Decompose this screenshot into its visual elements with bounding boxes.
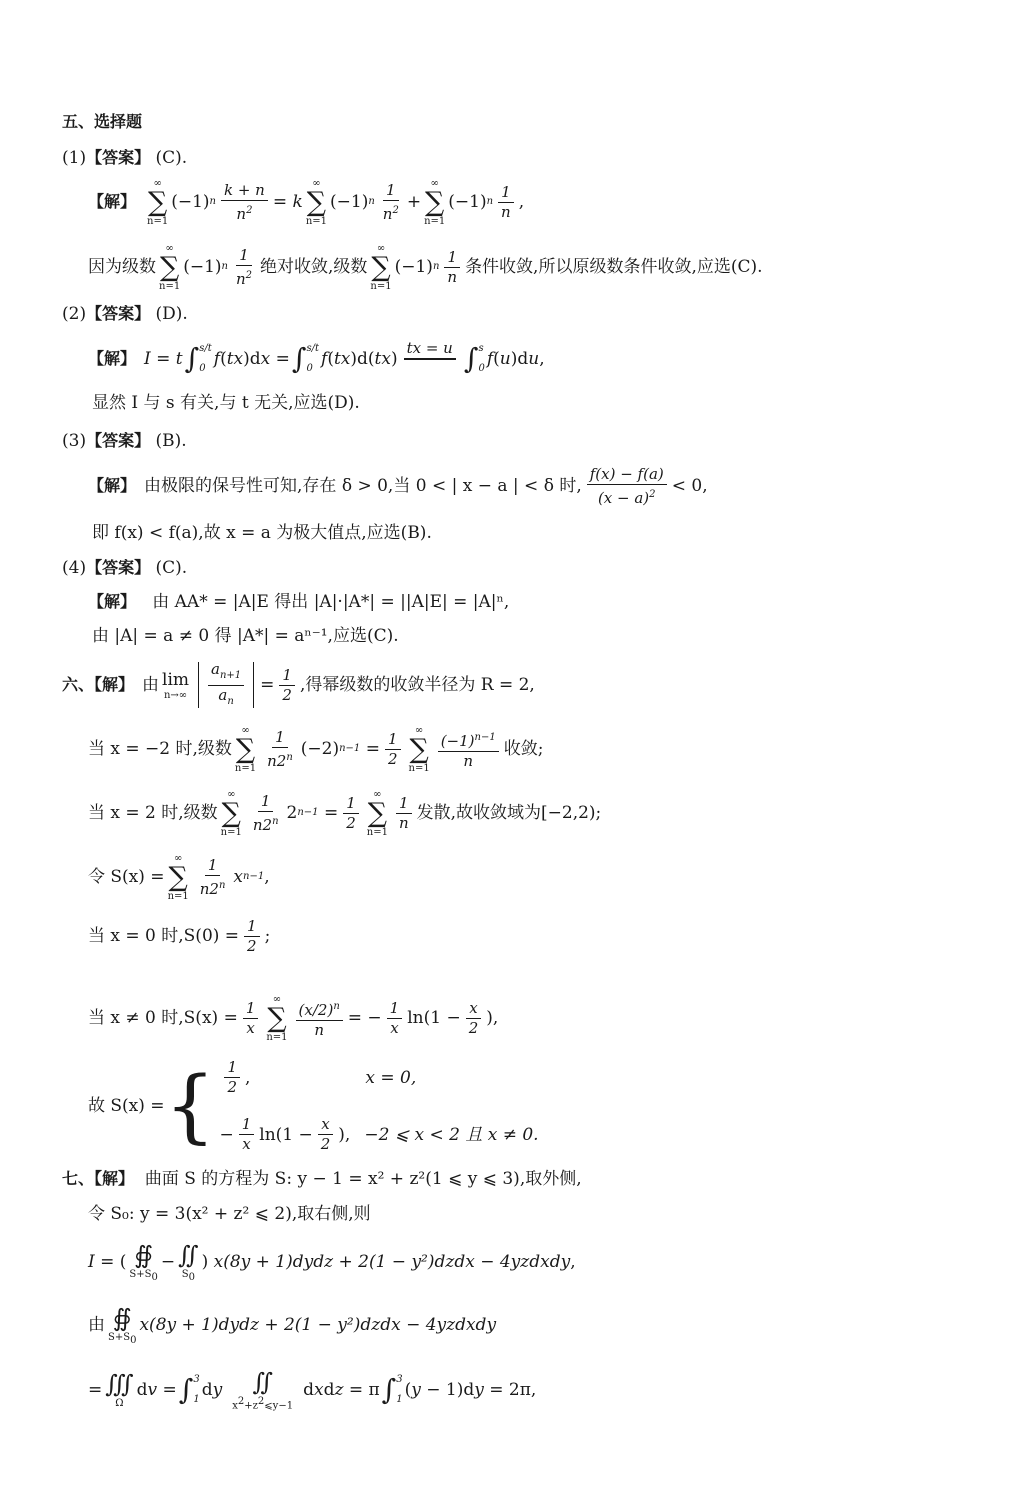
sec6-text-2b: 收敛; — [503, 739, 544, 759]
q3-answer: (B). — [155, 431, 187, 451]
sec7-text-4a: 由 — [88, 1315, 105, 1335]
q3-number: (3) — [62, 431, 87, 451]
q4-text-1: 由 AA* = |A|E 得出 |A|·|A*| = ||A|E| = |A|ⁿ, — [152, 592, 510, 612]
jie-tag: 【解】 — [88, 476, 137, 495]
q4-answer: (C). — [155, 558, 188, 578]
q2-conclusion: 显然 I 与 s 有关,与 t 无关,应选(D). — [92, 393, 360, 413]
q2-solution-formula: 【解】 I = t ∫ s/t 0 f ( tx )d x = ∫ s/t 0 f ( tx )d( tx ) tx = u ∫ s 0 f ( u )d u , — [88, 339, 545, 375]
sec6-text-3a: 当 x = 2 时,级数 — [88, 803, 218, 823]
section-heading-6: 六、【解】 — [62, 675, 135, 694]
sec6-line2: 当 x = −2 时,级数 ∞ ∑ n=1 $\frac{1}{n2^n}$ (−2) n−1 = $\frac{1}{2}$ ∞ ∑ n=1 $\frac{(-1)^{n-1}}{n}$ 收敛; — [88, 724, 544, 774]
q4-solution-line2: 由 |A| = a ≠ 0 得 |A*| = aⁿ⁻¹,应选(C). — [92, 626, 399, 646]
sec6-text-7a: 故 S(x) = — [88, 1096, 165, 1116]
q4-answer-line — [62, 557, 187, 579]
substitution: tx = u — [404, 339, 456, 360]
sec7-result: = 2π, — [489, 1380, 537, 1400]
sec6-piecewise: 故 S(x) = { $\frac{1}{2}$ , x = 0, − $\frac{1}{x}$ ln(1 − $\frac{x}{2}$ ), −2 ⩽ x < 2 且 x ≠ 0. — [88, 1058, 539, 1153]
answer-tag: 【答案】 — [86, 431, 151, 450]
q1-reasoning: 因为级数 ∞ ∑ n=1 (−1) n $\frac{1}{n^2}$ 绝对收敛,级数 ∞ ∑ n=1 (−1) n $\frac{1}{n}$ 条件收敛,所以原级数条件收敛,应选(C). — [88, 242, 763, 292]
sec7-line5: = ∭ Ω d v = ∫ 3 1 d y ∬ $x^2+z^2⩽y-1$ d x d z = π ∫ 3 1 ( y − 1)d y = 2π, — [88, 1367, 537, 1412]
answer-tag: 【答案】 — [86, 558, 151, 577]
q3-conclusion: 即 f(x) < f(a),故 x = a 为极大值点,应选(B). — [92, 523, 432, 543]
q1-number: (1) — [62, 148, 87, 168]
sec6-line6: 当 x ≠ 0 时,S(x) = $\frac{1}{x}$ ∞ ∑ n=1 $\frac{(x/2)^n}{n}$ = − $\frac{1}{x}$ ln(1 − $\frac{x}{2}$ ), — [88, 993, 499, 1043]
sec6-line4: 令 S(x) = ∞ ∑ n=1 $\frac{1}{n2^n}$ x n−1 , — [88, 852, 270, 902]
reason-text-1: 因为级数 — [88, 257, 156, 277]
sec6-after: ,得幂级数的收敛半径为 R = 2, — [299, 675, 535, 695]
sum-symbol: ∞ ∑ n=1 — [147, 177, 169, 227]
q2-answer-line — [62, 303, 188, 325]
sec7-integrand-2: x(8y + 1)dydz + 2(1 − y²)dzdx − 4yzdxdy — [139, 1315, 497, 1335]
q1-solution-formula: 【解】 ∞ ∑ n=1 (−1) n $\frac{k + n}{n^2}$ = k ∞ ∑ n=1 (−1) n $\frac{1}{n^2}$ + ∞ ∑ n=1 (−1) n $\frac{1}{n}$ , — [88, 177, 525, 227]
jie-tag: 【解】 — [88, 192, 137, 211]
q1-answer: (C). — [155, 148, 188, 168]
sec7-line2: 令 S₀: y = 3(x² + z² ⩽ 2),取右侧,则 — [88, 1204, 371, 1224]
sec7-line4: 由 ∯ $S+S_0$ x(8y + 1)dydz + 2(1 − y²)dzdx − 4yzdxdy — [88, 1303, 497, 1346]
reason-text-3: 条件收敛,所以原级数条件收敛,应选(C). — [465, 257, 763, 277]
sec7-line1 — [62, 1168, 582, 1190]
sec7-integrand-1: x(8y + 1)dydz + 2(1 − y²)dzdx − 4yzdxdy — [213, 1252, 571, 1272]
sec6-text-3b: 发散,故收敛域为[−2,2); — [416, 803, 602, 823]
sec7-text-1: 曲面 S 的方程为 S: y − 1 = x² + z²(1 ⩽ y ⩽ 3),取外侧, — [144, 1169, 582, 1189]
sec6-text-5a: 当 x = 0 时,S(0) = — [88, 926, 240, 946]
case-2-condition: −2 ⩽ x < 2 且 x ≠ 0. — [364, 1124, 539, 1145]
sec6-line5: 当 x = 0 时,S(0) = $\frac{1}{2}$ ; — [88, 916, 271, 955]
reason-text-2: 绝对收敛,级数 — [260, 257, 368, 277]
q3-solution: 【解】 由极限的保号性可知,存在 δ > 0,当 0 < | x − a | < δ 时, $\frac{f(x) - f(a)}{(x - a)^2}$ < 0, — [88, 464, 708, 507]
sec6-line3: 当 x = 2 时,级数 ∞ ∑ n=1 $\frac{1}{n2^n}$ 2 n−1 = $\frac{1}{2}$ ∞ ∑ n=1 $\frac{1}{n}$ 发散,故收敛域为[−2,2); — [88, 788, 602, 838]
jie-tag: 【解】 — [88, 592, 137, 611]
q1-answer-line — [62, 147, 187, 169]
q4-solution-line1 — [88, 591, 509, 613]
q2-number: (2) — [62, 304, 87, 324]
case-1-condition: x = 0, — [365, 1067, 417, 1088]
sec6-text-6a: 当 x ≠ 0 时,S(x) = — [88, 1008, 238, 1028]
q4-number: (4) — [62, 558, 87, 578]
sec6-line1: 六、【解】 由 lim n→∞ $\frac{a_{n+1}}{a_n}$ = $\frac{1}{2}$ ,得幂级数的收敛半径为 R = 2, — [62, 659, 535, 707]
left-brace: { — [164, 1059, 216, 1152]
sec6-text-4a: 令 S(x) = — [88, 867, 165, 887]
answer-tag: 【答案】 — [86, 304, 151, 323]
q2-answer: (D). — [155, 304, 188, 324]
jie-tag: 【解】 — [88, 349, 137, 368]
section-heading-7: 七、【解】 — [62, 1169, 135, 1188]
answer-tag: 【答案】 — [86, 148, 151, 167]
sec6-text-2a: 当 x = −2 时,级数 — [88, 739, 232, 759]
section-heading-5: 五、选择题 — [62, 112, 143, 131]
sec6-lead: 由 — [142, 675, 160, 695]
q3-answer-line — [62, 430, 187, 452]
q3-text: 由极限的保号性可知,存在 δ > 0,当 0 < | x − a | < δ 时, — [144, 476, 582, 496]
sec7-line3: I = ( ∯ $S+S_0$ − ∬ $S_0$ ) x(8y + 1)dydz + 2(1 − y²)dzdx − 4yzdxdy , — [88, 1240, 576, 1283]
